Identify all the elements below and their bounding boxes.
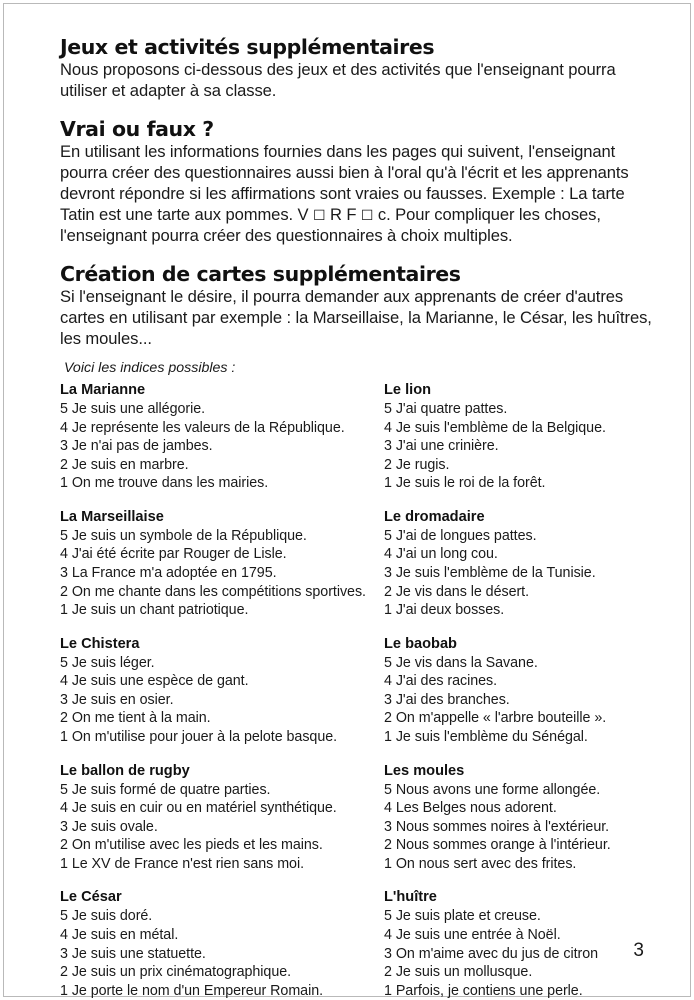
clue-item: 3 J'ai des branches. bbox=[384, 691, 510, 708]
clue-card bbox=[60, 762, 368, 874]
clue-item: 1 Le XV de France n'est rien sans moi. bbox=[60, 855, 305, 872]
clue-item: 4 Je suis une espèce de gant. bbox=[60, 673, 249, 690]
clue-item: 4 Les Belges nous adorent. bbox=[384, 800, 557, 817]
true-false-text-part-1: En utilisant les informations fournies dans les pages qui suivent, l'enseignant pourra créer des questionnaires aussi bien à l'oral qu'à l'écrit et les apprenants devront répondre si les affirmations sont vraies ou fausses. Exemple : La tarte Tatin est une tarte aux pommes. V bbox=[60, 141, 629, 224]
clue-card bbox=[60, 508, 368, 620]
clue-item: 3 Je suis une statuette. bbox=[60, 945, 206, 962]
clue-item: 5 Je suis doré. bbox=[60, 908, 153, 925]
clue-columns bbox=[60, 381, 676, 1000]
clue-list bbox=[60, 654, 368, 747]
answer-checkbox-faux[interactable]: ☐ bbox=[360, 207, 374, 224]
clue-item: 2 Je vis dans le désert. bbox=[384, 583, 530, 600]
clue-card-title: Le César bbox=[60, 889, 122, 906]
clue-card bbox=[60, 888, 368, 1000]
clue-card bbox=[384, 508, 676, 620]
clue-card bbox=[60, 381, 368, 493]
clue-item: 5 Je suis formé de quatre parties. bbox=[60, 781, 271, 798]
clue-item: 5 Nous avons une forme allongée. bbox=[384, 781, 601, 798]
clue-item: 1 Je porte le nom d'un Empereur Romain. bbox=[60, 982, 324, 999]
clue-item: 3 J'ai une crinière. bbox=[384, 438, 499, 455]
clue-card-title: L'huître bbox=[384, 889, 437, 906]
clue-card-title: Le baobab bbox=[384, 635, 457, 652]
clue-list bbox=[384, 781, 676, 874]
clue-card bbox=[384, 888, 676, 1000]
clue-list bbox=[384, 527, 676, 620]
clue-list bbox=[384, 654, 676, 747]
clue-item: 4 J'ai été écrite par Rouger de Lisle. bbox=[60, 546, 287, 563]
clue-card bbox=[60, 635, 368, 747]
clue-card-title: La Marseillaise bbox=[60, 508, 164, 525]
clue-item: 2 Je rugis. bbox=[384, 456, 450, 473]
clue-item: 4 Je suis en métal. bbox=[60, 926, 179, 943]
clue-card-title: La Marianne bbox=[60, 382, 146, 398]
clue-card-title: Le Chistera bbox=[60, 635, 140, 652]
true-false-text-part-3: c. Pour compliquer les choses, l'enseignant pourra créer des questionnaires à choix multiples. bbox=[60, 204, 601, 245]
clue-item: 5 J'ai quatre pattes. bbox=[384, 400, 508, 417]
clue-item: 5 Je suis léger. bbox=[60, 654, 155, 671]
clue-card bbox=[384, 381, 676, 493]
clue-item: 1 On m'utilise pour jouer à la pelote basque. bbox=[60, 729, 338, 745]
true-false-text-part-2: R F bbox=[325, 204, 361, 224]
clue-list bbox=[384, 907, 676, 1000]
clue-card-title: Les moules bbox=[384, 762, 465, 779]
clue-item: 4 J'ai des racines. bbox=[384, 673, 498, 690]
clue-item: 4 Je suis en cuir ou en matériel synthétique. bbox=[60, 800, 337, 817]
clue-item: 5 J'ai de longues pattes. bbox=[384, 527, 537, 544]
clues-intro-note: Voici les indices possibles : bbox=[64, 359, 236, 376]
clue-item: 3 On m'aime avec du jus de citron bbox=[384, 945, 599, 962]
clue-item: 3 Nous sommes noires à l'extérieur. bbox=[384, 818, 610, 835]
clue-card bbox=[384, 635, 676, 747]
clue-item: 1 J'ai deux bosses. bbox=[384, 602, 505, 619]
section-body-extra-cards: Si l'enseignant le désire, il pourra demander aux apprenants de créer d'autres cartes en utilisant par exemple : la Marseillaise, la Marianne, le César, les huîtres, les moules... bbox=[60, 286, 652, 348]
clue-list bbox=[60, 781, 368, 874]
clue-card-title: Le ballon de rugby bbox=[60, 762, 190, 779]
clue-item: 2 Je suis en marbre. bbox=[60, 456, 189, 473]
clue-item: 2 On m'appelle « l'arbre bouteille ». bbox=[384, 710, 607, 727]
clue-item: 2 Nous sommes orange à l'intérieur. bbox=[384, 837, 611, 854]
answer-checkbox-vrai[interactable]: ☐ bbox=[313, 207, 326, 224]
clue-list bbox=[384, 400, 676, 493]
clue-item: 1 Je suis le roi de la forêt. bbox=[384, 475, 546, 492]
clue-item: 1 On nous sert avec des frites. bbox=[384, 855, 577, 872]
page-number: 3 bbox=[633, 940, 644, 961]
page-content bbox=[60, 36, 660, 376]
clue-item: 4 Je représente les valeurs de la République. bbox=[60, 419, 345, 436]
section-body-true-false bbox=[60, 142, 660, 247]
clue-item: 3 Je n'ai pas de jambes. bbox=[60, 438, 213, 455]
clue-item: 2 Je suis un prix cinématographique. bbox=[60, 964, 292, 981]
clue-item: 2 On me chante dans les compétitions sportives. bbox=[60, 583, 366, 600]
section-title-true-false: Vrai ou faux ? bbox=[60, 116, 214, 141]
clue-item: 4 Je suis une entrée à Noël. bbox=[384, 926, 561, 943]
clue-item: 1 Parfois, je contiens une perle. bbox=[384, 982, 583, 999]
clue-item: 2 Je suis un mollusque. bbox=[384, 964, 533, 981]
clue-item: 5 Je vis dans la Savane. bbox=[384, 654, 538, 671]
section-title-extra-cards: Création de cartes supplémentaires bbox=[60, 261, 461, 286]
section-body-games: Nous proposons ci-dessous des jeux et des activités que l'enseignant pourra utiliser et adapter à sa classe. bbox=[60, 59, 616, 100]
clue-item: 5 Je suis plate et creuse. bbox=[384, 908, 541, 925]
clue-card bbox=[384, 762, 676, 874]
clue-item: 3 Je suis en osier. bbox=[60, 691, 174, 708]
clue-column-left bbox=[60, 381, 368, 1000]
clue-column-right bbox=[368, 381, 676, 1000]
clue-item: 3 Je suis ovale. bbox=[60, 818, 158, 835]
clue-card-title: Le lion bbox=[384, 382, 432, 398]
clue-list bbox=[60, 400, 368, 493]
clue-list bbox=[60, 907, 368, 1000]
clue-item: 1 Je suis un chant patriotique. bbox=[60, 602, 249, 619]
clue-item: 4 Je suis l'emblème de la Belgique. bbox=[384, 419, 606, 436]
clue-item: 2 On me tient à la main. bbox=[60, 710, 211, 727]
section-title-games: Jeux et activités supplémentaires bbox=[60, 35, 435, 59]
clue-item: 2 On m'utilise avec les pieds et les mains. bbox=[60, 837, 323, 854]
clue-item: 1 Je suis l'emblème du Sénégal. bbox=[384, 729, 588, 745]
clue-item: 4 J'ai un long cou. bbox=[384, 546, 498, 563]
clue-list bbox=[60, 527, 368, 620]
clue-item: 1 On me trouve dans les mairies. bbox=[60, 475, 269, 492]
clue-item: 3 La France m'a adoptée en 1795. bbox=[60, 564, 277, 581]
clue-item: 5 Je suis un symbole de la République. bbox=[60, 527, 307, 544]
clue-item: 3 Je suis l'emblème de la Tunisie. bbox=[384, 564, 596, 581]
clue-item: 5 Je suis une allégorie. bbox=[60, 400, 206, 417]
clue-card-title: Le dromadaire bbox=[384, 508, 485, 525]
